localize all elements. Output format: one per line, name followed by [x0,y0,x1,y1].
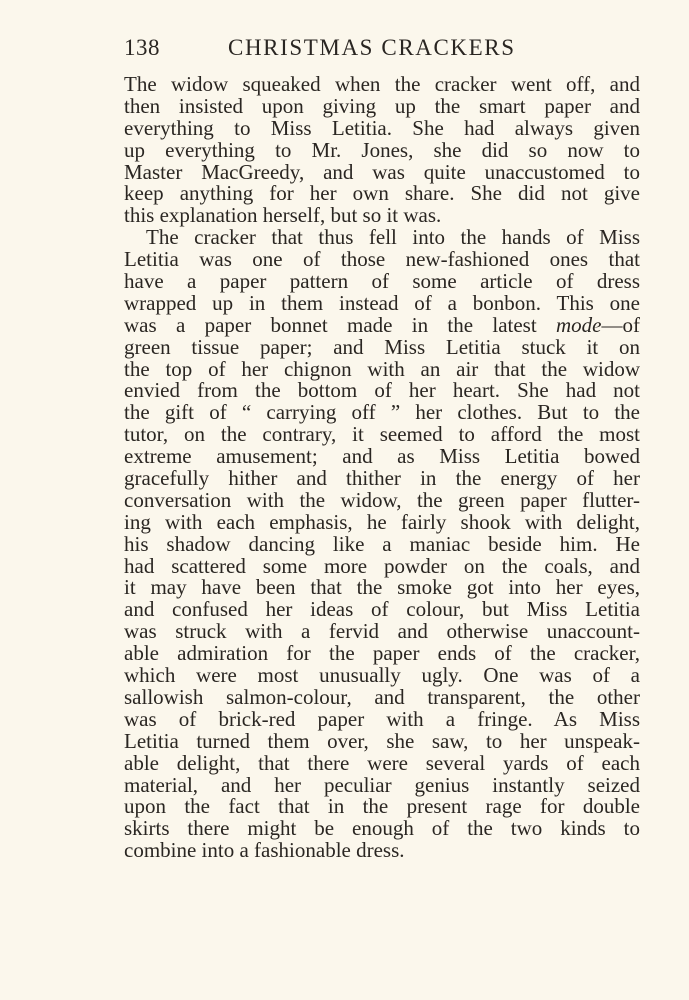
text-line: this explanation herself, but so it was. [124,203,442,228]
text-line: up everything to Mr. Jones, she did so now to [124,137,640,162]
text-line: Master MacGreedy, and was quite unaccustomed to [124,159,640,184]
text-line: it may have been that the smoke got into her eyes, [124,575,640,600]
text-line-with-italic [124,312,640,337]
text-line: then insisted upon giving up the smart paper and [124,93,640,118]
text-line: and confused her ideas of colour, but Miss Letitia [124,597,640,622]
text-line: The cracker that thus fell into the hands of Miss [146,225,640,250]
text-line: everything to Miss Letitia. She had always given [124,115,640,140]
text-line: was of brick-red paper with a fringe. As Miss [124,706,640,731]
text-line: able delight, that there were several yards of each [124,750,640,775]
text-line: gracefully hither and thither in the energy of her [124,466,640,491]
text-line: his shadow dancing like a maniac beside him. He [124,531,640,556]
paragraph-2 [124,227,640,862]
page-number: 138 [124,35,160,60]
paragraph-1 [124,74,640,227]
text-line: material, and her peculiar genius instantly seized [124,772,640,797]
text-line: envied from the bottom of her heart. She had not [124,378,640,403]
text-line: ing with each emphasis, he fairly shook with delight, [124,509,640,534]
text-line: which were most unusually ugly. One was of a [124,663,640,688]
text-line: Letitia was one of those new-fashioned ones that [124,247,640,272]
text-line: had scattered some more powder on the coals, and [124,553,640,578]
text-line: skirts there might be enough of the two kinds to [124,816,640,841]
text-line: able admiration for the paper ends of the cracker, [124,641,640,666]
text-line: the gift of “ carrying off ” her clothes. But to the [124,400,640,425]
text-line: was struck with a fervid and otherwise unaccount- [124,619,640,644]
text-line: combine into a fashionable dress. [124,838,405,863]
text-line: keep anything for her own share. She did not give [124,181,640,206]
book-title: CHRISTMAS CRACKERS [228,35,516,60]
text-line: wrapped up in them instead of a bonbon. This one [124,290,640,315]
text-segment: was a paper bonnet made in the latest [124,312,556,337]
text-line: extreme amusement; and as Miss Letitia bowed [124,444,640,469]
text-line: upon the fact that in the present rage for double [124,794,640,819]
text-line: have a paper pattern of some article of dress [124,269,640,294]
text-line: green tissue paper; and Miss Letitia stuck it on [124,334,640,359]
text-line: sallowish salmon-colour, and transparent, the other [124,684,640,709]
italic-word: mode [556,312,602,337]
text-line: The widow squeaked when the cracker went off, and [124,72,640,96]
text-segment: —of [601,312,640,337]
text-line: tutor, on the contrary, it seemed to afford the most [124,422,640,447]
text-line: Letitia turned them over, she saw, to her unspeak- [124,728,640,753]
body-text [124,74,640,862]
text-line: conversation with the widow, the green paper flutter- [124,487,640,512]
text-line: the top of her chignon with an air that the widow [124,356,640,381]
